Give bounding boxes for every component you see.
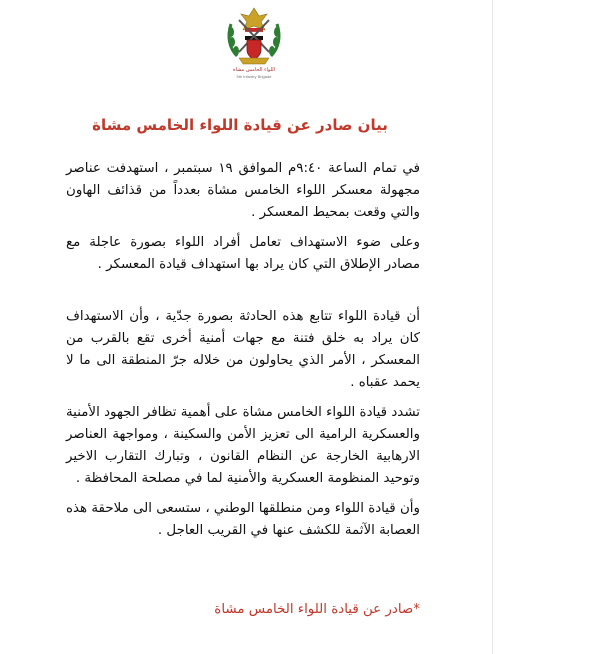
statement-title: بيان صادر عن قيادة اللواء الخامس مشاة — [92, 116, 388, 134]
paragraph-5: وأن قيادة اللواء ومن منطلقها الوطني ، ستسعى الى ملاحقة هذه العصابة الآثمة للكشف عنها في القريب العاجل . — [66, 501, 420, 538]
brigade-logo — [216, 2, 292, 88]
brigade-emblem-icon — [223, 2, 285, 66]
paragraph-3: أن قيادة اللواء تتابع هذه الحادثة بصورة جدّية ، وأن الاستهداف كان يراد به خلق فتنة مع جهات أمنية أخرى تقع بالقرب من المعسكر ، الأمر الذي يحاولون من خلاله جرّ المنطقة الى ما لا يحمد عقباه . — [66, 309, 420, 390]
paragraph-4: تشدد قيادة اللواء الخامس مشاة على أهمية تظافر الجهود الأمنية والعسكرية الرامية الى تعزيز الأمن والسكينة ، ومواجهة العناصر الارهابية الخارجة عن النظام القانون ، وتبارك التقارب الاخير وتوحيد المنظومة العسكرية والأمنية لما في مصلحة المحافظة . — [66, 405, 420, 486]
logo-caption-arabic: اللواء الخامس مشاة — [232, 67, 276, 73]
paragraph-2: وعلى ضوء الاستهداف تعامل أفراد اللواء بصورة عاجلة مع مصادر الإطلاق التي كان يراد بها استهداف قيادة المعسكر . — [66, 235, 420, 272]
statement-body — [66, 158, 420, 542]
issued-by-signature: *صادر عن قيادة اللواء الخامس مشاة — [214, 602, 420, 617]
logo-caption-english: 5th Infantry Brigade — [236, 74, 272, 79]
paragraph-1: في تمام الساعة ٩:٤٠م الموافق ١٩ سبتمبر ، استهدفت عناصر مجهولة معسكر اللواء الخامس مشاة بعدداً من قذائف الهاون والتي وقعت بمحيط المعسكر . — [66, 161, 420, 220]
